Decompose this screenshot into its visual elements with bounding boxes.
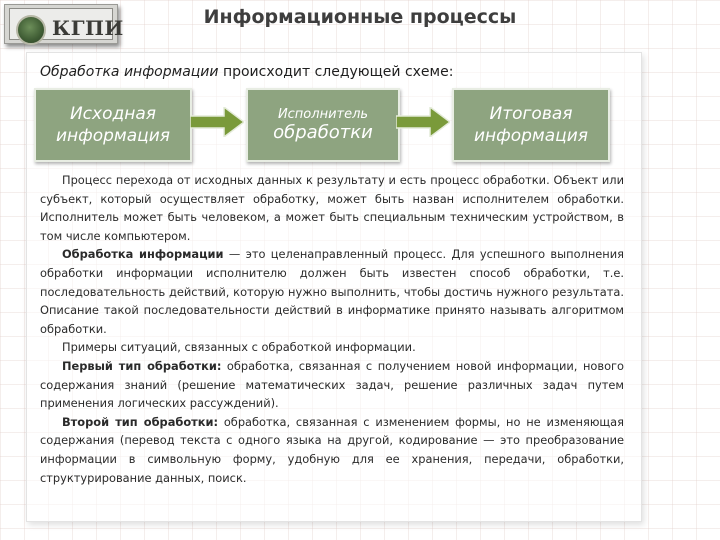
paragraph-1: Процесс перехода от исходных данных к результату и есть процесс обработки. Объект или субъект, который осуществляет обработку, может быть назван исполнителем обработки. Исполнитель может быть человеком, а может быть специальным техническим устройством, в том числе компьютером.: [40, 173, 624, 243]
paragraph-4-bold: Первый тип обработки:: [62, 358, 222, 373]
paragraph-2-rest: — это целенаправленный процесс. Для успешного выполнения обработки информации исполнителю должен быть известен способ обработки, т.е. последовательность действий, которую нужно выполнить, чтобы достичь нужного результата. Описание такой последовательности действий в информатике принято называть алгоритмом обработки.: [40, 247, 624, 336]
source-info-box: Исходная информация: [34, 88, 192, 162]
result-info-box: Итоговая информация: [452, 88, 610, 162]
logo-text: КГПИ: [52, 16, 124, 40]
paragraph-2: [40, 245, 624, 338]
page-title: Информационные процессы: [203, 6, 517, 28]
paragraph-5-rest: обработка, связанная с изменением формы, но не изменяющая содержания (перевод текста с одного языка на другой, кодирование — это преобразование информации в символьную форму, удобную для ее хранения, передачи, обработки, структурирование данных, поиск.: [40, 414, 624, 485]
arrow-right-icon: [396, 107, 450, 137]
arrow-right-icon: [190, 107, 244, 137]
scheme-caption-rest: происходит следующей схеме:: [218, 64, 454, 80]
scheme-caption-italic: Обработка информации: [40, 64, 219, 80]
executor-box: [246, 88, 400, 162]
paragraph-2-bold: Обработка информации: [62, 247, 224, 262]
paragraph-3: Примеры ситуаций, связанных с обработкой информации.: [62, 340, 416, 355]
paragraph-5-bold: Второй тип обработки:: [62, 414, 219, 429]
paragraph-4: [40, 357, 624, 413]
body-text: [40, 171, 624, 487]
executor-box-top: Исполнитель: [277, 107, 369, 122]
scheme-caption: [40, 64, 453, 80]
paragraph-5: [40, 413, 624, 487]
paragraph-4-rest: обработка, связанная с получением новой информации, нового содержания знаний (решение математических задач, решение различных задач путем применения логических рассуждений).: [40, 358, 625, 411]
executor-box-bottom: обработки: [273, 122, 373, 143]
